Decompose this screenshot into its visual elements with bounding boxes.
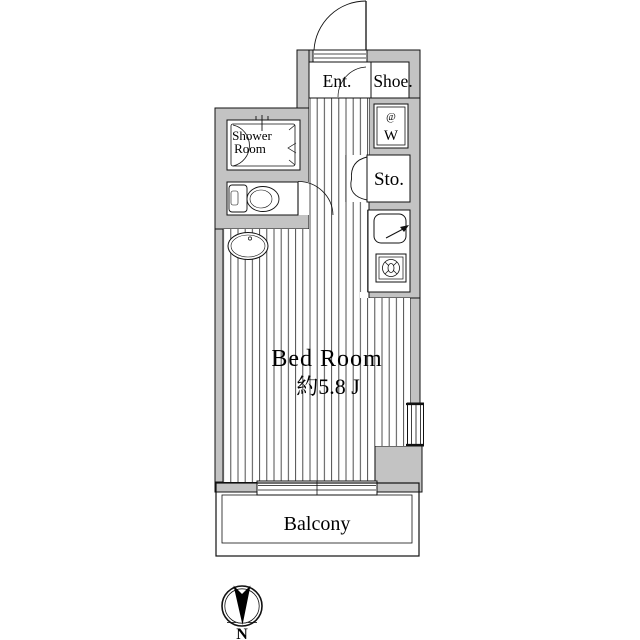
bedroom-area-label: 約5.8 J — [296, 374, 360, 399]
washer-symbol: @ — [386, 112, 396, 123]
shower-room-label-line2: Room — [234, 141, 266, 156]
entry-door-threshold — [313, 50, 367, 62]
toilet-door-gap — [298, 182, 309, 215]
wall-right-lower — [410, 298, 420, 403]
compass-needle — [234, 586, 251, 626]
shower-room-label-line1: Shower — [232, 128, 272, 143]
washbasin — [228, 233, 268, 260]
storage-label: Sto. — [373, 169, 405, 190]
wall-left — [215, 229, 223, 492]
side-window — [406, 403, 424, 446]
washer-label: W — [383, 128, 399, 144]
balcony-label: Balcony — [283, 513, 351, 535]
bedroom-label: Bed Room — [271, 346, 383, 372]
washbasin-faucet — [248, 237, 251, 240]
shoe-label: Shoe. — [373, 71, 413, 91]
bifold-door-arcs — [351, 157, 367, 200]
wall-corner-column — [375, 446, 422, 492]
storage-bifold-door — [346, 155, 367, 202]
compass-north-label: N — [236, 626, 248, 640]
stove-burner-center — [388, 264, 394, 273]
entry-door-swing-arc — [314, 1, 366, 50]
entrance-label: Ent. — [322, 71, 352, 91]
compass — [222, 586, 262, 627]
washbasin-bowl — [228, 233, 268, 260]
